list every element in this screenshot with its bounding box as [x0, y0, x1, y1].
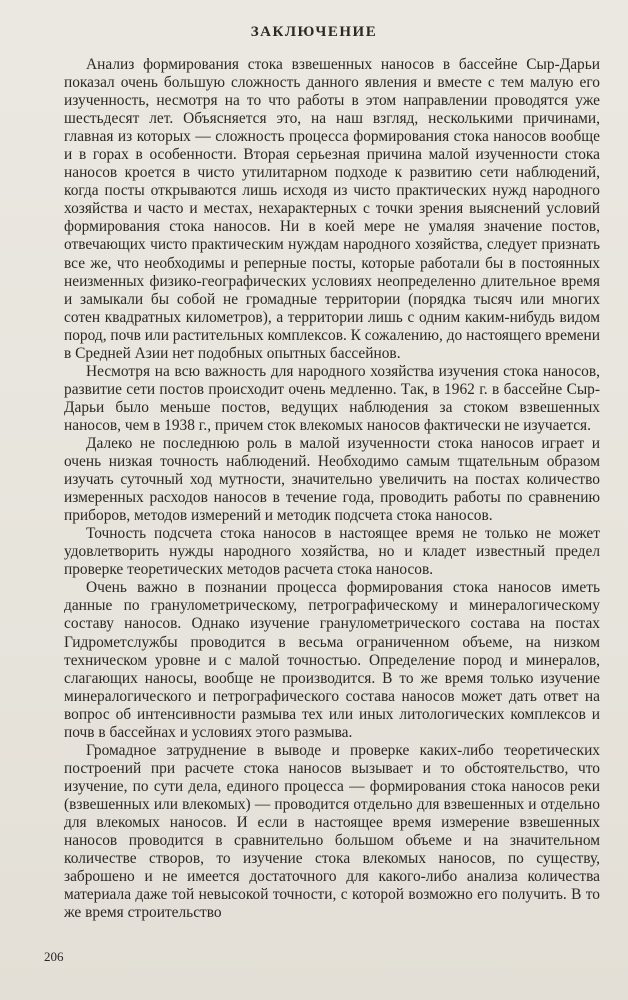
- paragraph-5: Очень важно в познании процесса формирования стока наносов иметь данные по гранулометрическому, петрографическому и минералогическому составу наносов. Однако изучение гранулометрического состава на постах Гидрометслужбы проводится в весьма ограниченном объеме, на низком техническом уровне и с малой точностью. Определение пород и минералов, слагающих наносы, вообще не производится. В то же время только изучение минералогического и петрографического состава наносов может дать ответ на вопрос об интенсивности размыва тех или иных литологических комплексов и почв в бассейнах и условиях этого размыва.: [64, 579, 600, 741]
- paragraph-4: Точность подсчета стока наносов в настоящее время не только не может удовлетворить нужды народного хозяйства, но и кладет известный предел проверке теоретических методов расчета стока наносов.: [64, 525, 600, 579]
- text-body: [64, 56, 600, 922]
- paragraph-2: Несмотря на всю важность для народного хозяйства изучения стока наносов, развитие сети постов происходит очень медленно. Так, в 1962 г. в бассейне Сыр-Дарьи было меньше постов, ведущих наблюдения за стоком взвешенных наносов, чем в 1938 г., причем сток влекомых наносов фактически не изучается.: [64, 362, 600, 434]
- page-number: 206: [44, 949, 64, 964]
- paragraph-3: Далеко не последнюю роль в малой изученности стока наносов играет и очень низкая точность наблюдений. Необходимо самым тщательным образом изучать суточный ход мутности, значительно увеличить на постах количество измеренных расходов наносов в течение года, проводить работы по сравнению приборов, методов измерений и методик подсчета стока наносов.: [64, 434, 600, 525]
- paragraph-6: Громадное затруднение в выводе и проверке каких-либо теоретических построений при расчете стока наносов вызывает и то обстоятельство, что изучение, по сути дела, единого процесса — формирования стока наносов реки (взвешенных или влекомых) — проводится отдельно для взвешенных и отдельно для влекомых наносов. И если в настоящее время измерение взвешенных наносов проводится в сравнительно большом объеме и на значительном количестве створов, то изучение стока влекомых наносов, по существу, заброшено и не имеется достаточного для какого-либо анализа количества материала даже той невысокой точности, с которой возможно его получить. В то же время строительство: [64, 741, 600, 922]
- paragraph-1: Анализ формирования стока взвешенных наносов в бассейне Сыр-Дарьи показал очень большую сложность данного явления и вместе с тем малую его изученность, несмотря на то что работы в этом направлении проводятся уже шестьдесят лет. Объясняется это, на наш взгляд, несколькими причинами, главная из которых — сложность процесса формирования стока наносов вообще и в горах в особенности. Вторая серьезная причина малой изученности стока наносов кроется в чисто утилитарном подходе к развитию сети наблюдений, когда посты открываются лишь исходя из чисто практических нужд народного хозяйства и часто и местах, нехарактерных с точки зрения выяснений условий формирования стока наносов. Ни в коей мере не умаляя значение постов, отвечающих чисто практическим нуждам народного хозяйства, следует признать все же, что необходимы и реперные посты, которые работали бы в постоянных неизменных физико-географических условиях неопределенно длительное время и замыкали бы собой не громадные территории (порядка тысяч или многих сотен квадратных километров), а территории лишь с одним каким-нибудь видом пород, почв или растительных комплексов. К сожалению, до настоящего времени в Средней Азии нет подобных опытных бассейнов.: [64, 56, 600, 362]
- page-title: ЗАКЛЮЧЕНИЕ: [250, 24, 378, 40]
